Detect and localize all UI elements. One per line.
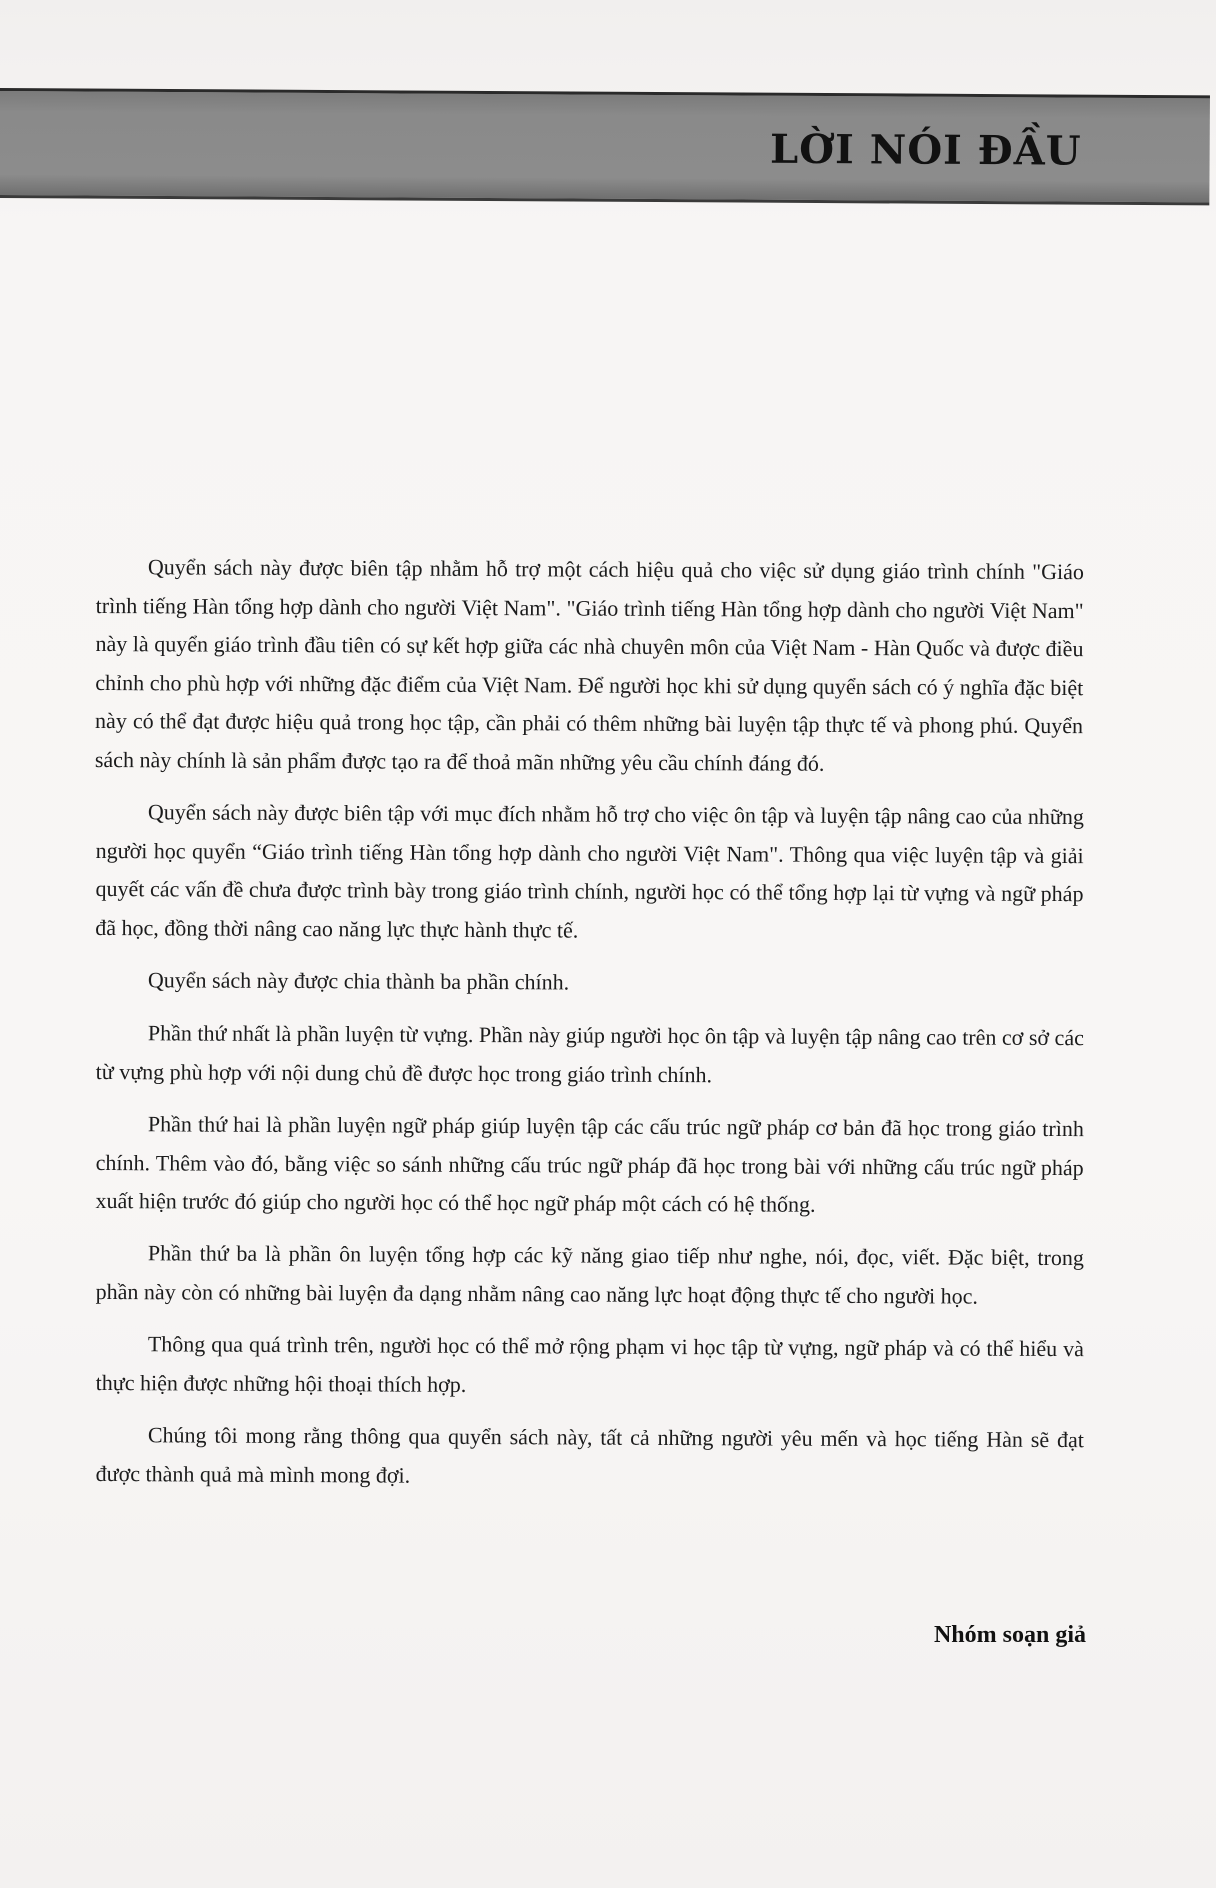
paragraph-purpose: Quyển sách này được biên tập với mục đích nhằm hỗ trợ cho việc ôn tập và luyện tập nâng cao của những người học quyển “Giáo trình tiếng Hàn tổng hợp dành cho người Việt Nam". Thông qua việc luyện tập và giải quyết các vấn đề chưa được trình bày trong giáo trình chính, người học có thể tổng hợp lại từ vựng và ngữ pháp đã học, đồng thời nâng cao năng lực thực hành thực tế. bbox=[95, 799, 1084, 943]
paragraph-structure: Quyển sách này được chia thành ba phần chính. bbox=[147, 967, 570, 995]
paragraph-part-one: Phần thứ nhất là phần luyện từ vựng. Phần này giúp người học ôn tập và luyện tập nâng cao trên cơ sở các từ vựng phù hợp với nội dung chủ đề được học trong giáo trình chính. bbox=[95, 1019, 1084, 1087]
header-band bbox=[0, 88, 1210, 205]
paragraph-part-three: Phần thứ ba là phần ôn luyện tổng hợp các kỹ năng giao tiếp như nghe, nói, đọc, viết. Đặc biệt, trong phần này còn có những bài luyện đa dạng nhằm nâng cao năng lực hoạt động thực tế cho người học. bbox=[95, 1240, 1084, 1309]
paragraph-part-two: Phần thứ hai là phần luyện ngữ pháp giúp luyện tập các cấu trúc ngữ pháp cơ bản đã học trong giáo trình chính. Thêm vào đó, bằng việc so sánh những cấu trúc ngữ pháp đã học trong bài với những cấu trúc ngữ pháp xuất hiện trước đó giúp cho người học có thể học ngữ pháp một cách có hệ thống. bbox=[95, 1110, 1084, 1217]
preface-body bbox=[96, 548, 1084, 1507]
paragraph-intro: Quyển sách này được biên tập nhằm hỗ trợ một cách hiệu quả cho việc sử dụng giáo trình chính "Giáo trình tiếng Hàn tổng hợp dành cho người Việt Nam". "Giáo trình tiếng Hàn tổng hợp dành cho người Việt Nam" này là quyển giáo trình đầu tiên có sự kết hợp giữa các nhà chuyên môn của Việt Nam - Hàn Quốc và được điều chỉnh cho phù hợp với những đặc điểm của Việt Nam. Để người học khi sử dụng quyển sách có ý nghĩa đặc biệt này có thể đạt được hiệu quả trong học tập, cần phải có thêm những bài luyện tập thực tế và phong phú. Quyển sách này chính là sản phẩm được tạo ra để thoả mãn những yêu cầu chính đáng đó. bbox=[94, 554, 1084, 776]
paragraph-outcome: Thông qua quá trình trên, người học có thể mở rộng phạm vi học tập từ vựng, ngữ pháp và có thể hiểu và thực hiện được những hội thoại thích hợp. bbox=[95, 1331, 1084, 1397]
paragraph-closing: Chúng tôi mong rằng thông qua quyển sách này, tất cả những người yêu mến và học tiếng Hàn sẽ đạt được thành quả mà mình mong đợi. bbox=[95, 1422, 1084, 1488]
author-signature: Nhóm soạn giả bbox=[933, 1622, 1086, 1648]
page-title: LỜI NÓI ĐẦU bbox=[769, 125, 1082, 175]
